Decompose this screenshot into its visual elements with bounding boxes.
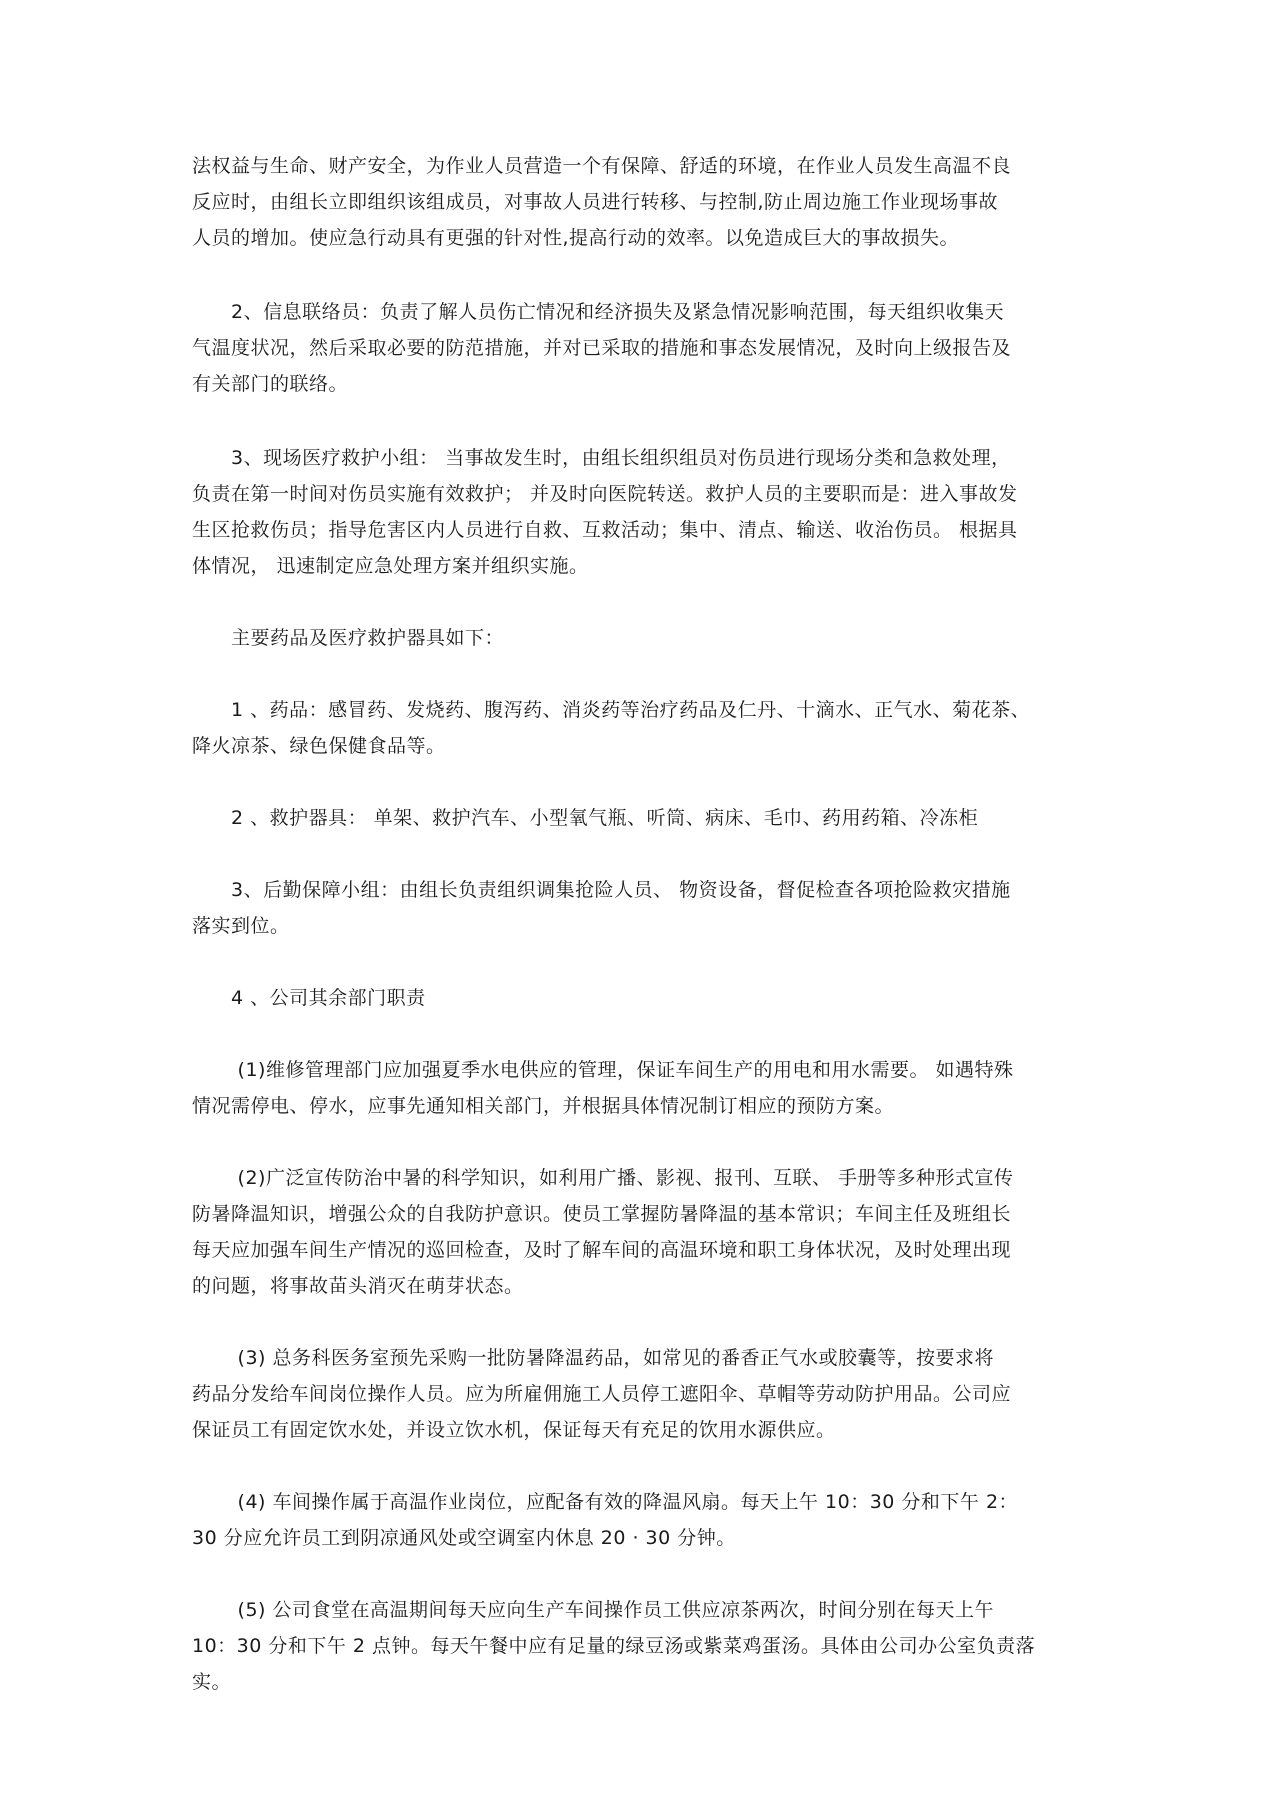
paragraph-logistics bbox=[192, 872, 1092, 944]
text-line: 生区抢救伤员；指导危害区内人员进行自救、互救活动；集中、清点、输送、收治伤员。 根据具 bbox=[192, 519, 1018, 541]
text-line: 每天应加强车间生产情况的巡回检查，及时了解车间的高温环境和职工身体状况，及时处理出现 bbox=[192, 1239, 1012, 1261]
text-line: 30 分应允许员工到阴凉通风处或空调室内休息 20 · 30 分钟。 bbox=[192, 1527, 736, 1549]
text-line: (5) 公司食堂在高温期间每天应向生产车间操作员工供应凉茶两次，时间分别在每天上午 bbox=[192, 1599, 994, 1621]
text-line: (2)广泛宣传防治中暑的科学知识，如利用广播、影视、报刊、互联、 手册等多种形式宣传 bbox=[192, 1167, 1014, 1189]
paragraph-intro bbox=[192, 148, 1092, 256]
text-line: 2、信息联络员：负责了解人员伤亡情况和经济损失及紧急情况影响范围，每天组织收集天 bbox=[192, 301, 1005, 323]
text-line: (4) 车间操作属于高温作业岗位，应配备有效的降温风扇。每天上午 10：30 分和下午 2： bbox=[192, 1491, 1019, 1513]
text-line: 法权益与生命、财产安全，为作业人员营造一个有保障、舒适的环境，在作业人员发生高温不良 bbox=[192, 155, 1012, 177]
text-line: 气温度状况，然后采取必要的防范措施，并对已采取的措施和事态发展情况，及时向上级报告及 bbox=[192, 337, 1012, 359]
text-line: 3、后勤保障小组：由组长负责组织调集抢险人员、 物资设备，督促检查各项抢险救灾措施 bbox=[192, 879, 1011, 901]
text-line: 1 、药品：感冒药、发烧药、腹泻药、消炎药等治疗药品及仁丹、十滴水、正气水、菊花茶、 bbox=[192, 699, 1031, 721]
text-line: 情况需停电、停水，应事先通知相关部门，并根据具体情况制订相应的预防方案。 bbox=[192, 1095, 895, 1117]
text-line: 保证员工有固定饮水处，并设立饮水机，保证每天有充足的饮用水源供应。 bbox=[192, 1419, 836, 1441]
paragraph-item-5 bbox=[192, 1592, 1092, 1700]
text-line: 有关部门的联络。 bbox=[192, 373, 349, 395]
text-line: 防暑降温知识，增强公众的自我防护意识。使员工掌握防暑降温的基本常识；车间主任及班组长 bbox=[192, 1203, 1012, 1225]
text-line: 3、现场医疗救护小组： 当事故发生时，由组长组织组员对伤员进行现场分类和急救处理， bbox=[192, 447, 1011, 469]
paragraph-item-1 bbox=[192, 1052, 1092, 1124]
text-line: 体情况， 迅速制定应急处理方案并组织实施。 bbox=[192, 555, 589, 577]
text-line: 负责在第一时间对伤员实施有效救护； 并及时向医院转送。救护人员的主要职而是：进入事故发 bbox=[192, 483, 1018, 505]
paragraph-supplies-heading bbox=[192, 620, 1092, 656]
text-line: 主要药品及医疗救护器具如下： bbox=[192, 627, 505, 649]
text-line: 10：30 分和下午 2 点钟。每天午餐中应有足量的绿豆汤或紫菜鸡蛋汤。具体由公司办公室负责落 bbox=[192, 1635, 1036, 1657]
text-line: 人员的增加。使应急行动具有更强的针对性,提高行动的效率。以免造成巨大的事故损失。 bbox=[192, 227, 960, 249]
paragraph-medical-rescue bbox=[192, 440, 1092, 584]
paragraph-item-4 bbox=[192, 1484, 1092, 1556]
text-line: 实。 bbox=[192, 1671, 232, 1693]
paragraph-item-2 bbox=[192, 1160, 1092, 1304]
text-line: 的问题，将事故苗头消灭在萌芽状态。 bbox=[192, 1275, 524, 1297]
document-body bbox=[192, 148, 1092, 1700]
text-line: 药品分发给车间岗位操作人员。应为所雇佣施工人员停工遮阳伞、草帽等劳动防护用品。公司应 bbox=[192, 1383, 1012, 1405]
paragraph-medicines bbox=[192, 692, 1092, 764]
paragraph-info-liaison bbox=[192, 294, 1092, 402]
text-line: 4 、公司其余部门职责 bbox=[192, 987, 426, 1009]
text-line: 2 、救护器具： 单架、救护汽车、小型氧气瓶、听筒、病床、毛巾、药用药箱、冷冻柜 bbox=[192, 807, 979, 829]
paragraph-other-departments bbox=[192, 980, 1092, 1016]
paragraph-equipment bbox=[192, 800, 1092, 836]
text-line: 反应时，由组长立即组织该组成员，对事故人员进行转移、与控制,防止周边施工作业现场事故 bbox=[192, 191, 999, 213]
text-line: (1)维修管理部门应加强夏季水电供应的管理，保证车间生产的用电和用水需要。 如遇特殊 bbox=[192, 1059, 1014, 1081]
paragraph-item-3 bbox=[192, 1340, 1092, 1448]
text-line: (3) 总务科医务室预先采购一批防暑降温药品，如常见的番香正气水或胶囊等，按要求将 bbox=[192, 1347, 994, 1369]
text-line: 降火凉茶、绿色保健食品等。 bbox=[192, 735, 446, 757]
text-line: 落实到位。 bbox=[192, 915, 290, 937]
